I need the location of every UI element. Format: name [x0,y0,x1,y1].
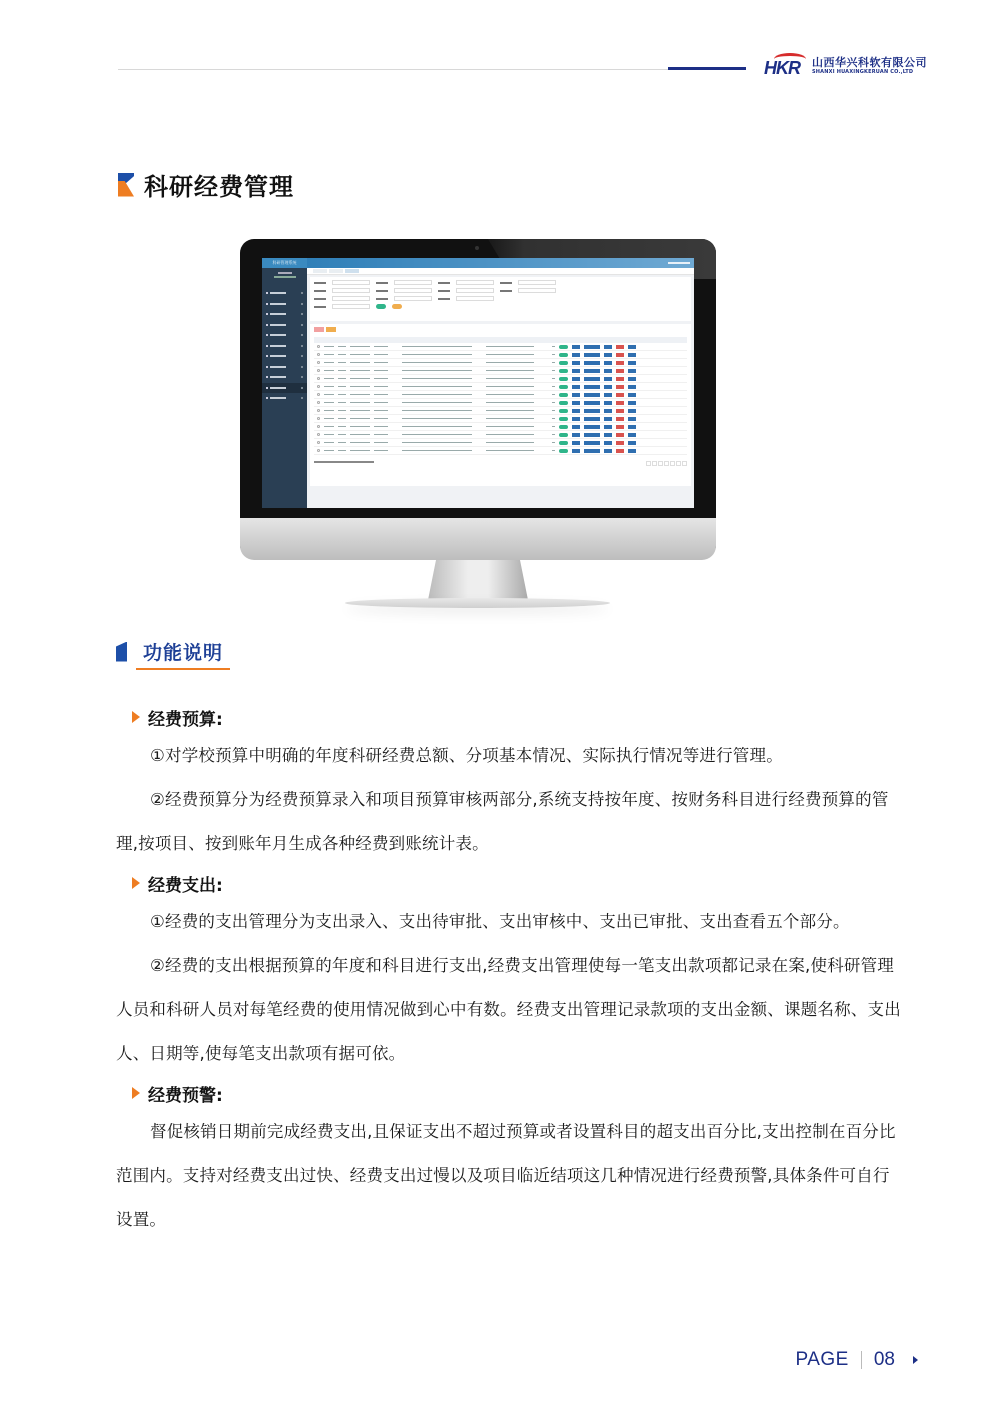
app-table-row [314,383,687,391]
page-label: PAGE [795,1349,849,1370]
arrow-right-icon [132,711,140,723]
header-rule-accent [668,67,746,70]
app-sidebar-item [262,288,307,299]
section-heading [116,638,223,665]
app-table-row [314,415,687,423]
app-table-row [314,399,687,407]
app-table-row [314,431,687,439]
monitor-stand [428,560,528,600]
app-table-row [314,359,687,367]
app-table-row [314,391,687,399]
app-title: 科研管理系统 [262,258,307,268]
app-sidebar-item [262,372,307,383]
section-marker-icon [116,642,127,662]
page-divider [861,1351,862,1369]
app-sidebar-item [262,362,307,373]
paragraph: ②经费预算分为经费预算录入和项目预算审核两部分,系统支持按年度、按财务科目进行经费预算的管理,按项目、按到账年月生成各种经费到账统计表。 [116,790,889,853]
app-sidebar-item [262,320,307,331]
page-footer [795,1349,918,1371]
app-sidebar-item [262,309,307,320]
logo-mark-icon: HKR [764,53,808,79]
app-user-panel [262,272,307,288]
app-table-row [314,447,687,455]
app-table-row [314,375,687,383]
company-logo [764,53,927,79]
app-sidebar [262,258,307,508]
arrow-right-icon [132,1087,140,1099]
block-heading: 经费预算: [148,709,223,730]
company-name-en: SHANXI HUAXINGKERUAN CO.,LTD [812,69,914,75]
app-filter-panel [310,277,691,321]
page-title: 科研经费管理 [144,173,294,201]
page-number: 08 [873,1349,895,1370]
title-marker-icon [118,173,134,197]
next-page-icon[interactable] [913,1356,918,1364]
company-name-cn: 山西华兴科软有限公司 [812,56,927,69]
camera-icon [475,246,479,250]
feature-content [116,700,906,1242]
app-sidebar-item [262,351,307,362]
app-sidebar-item [262,341,307,352]
block-heading: 经费预警: [148,1085,223,1106]
app-sidebar-item [262,383,307,394]
app-sidebar-item [262,330,307,341]
block-budget [116,700,906,866]
monitor-base [345,598,610,608]
app-table [310,324,691,486]
app-sidebar-item [262,393,307,404]
section-underline [136,668,230,670]
paragraph: ①经费的支出管理分为支出录入、支出待审批、支出审核中、支出已审批、支出查看五个部分。 [150,912,850,931]
app-table-row [314,439,687,447]
app-sidebar-item [262,299,307,310]
arrow-right-icon [132,877,140,889]
section-title: 功能说明 [143,642,224,664]
app-table-row [314,343,687,351]
header-rule [118,69,668,70]
block-heading: 经费支出: [148,875,223,896]
page-title-block [118,167,294,202]
app-table-row [314,351,687,359]
paragraph: ①对学校预算中明确的年度科研经费总额、分项基本情况、实际执行情况等进行管理。 [150,746,783,765]
app-table-row [314,367,687,375]
paragraph: 督促核销日期前完成经费支出,且保证支出不超过预算或者设置科目的超支出百分比,支出控制在百分比范围内。支持对经费支出过快、经费支出过慢以及项目临近结项这几种情况进行经费预警,具体条件可自行设置。 [116,1122,896,1229]
app-table-row [314,407,687,415]
app-topbar [307,258,694,268]
block-expenditure [116,866,906,1076]
monitor-chin [240,518,716,560]
paragraph: ②经费的支出根据预算的年度和科目进行支出,经费支出管理使每一笔支出款项都记录在案,使科研管理人员和科研人员对每笔经费的使用情况做到心中有数。经费支出管理记录款项的支出金额、课题名称、支出人、日期等,使每笔支出款项有据可依。 [116,956,901,1063]
app-tabs [307,268,694,275]
app-screenshot [262,258,694,508]
app-table-row [314,423,687,431]
block-warning [116,1076,906,1242]
